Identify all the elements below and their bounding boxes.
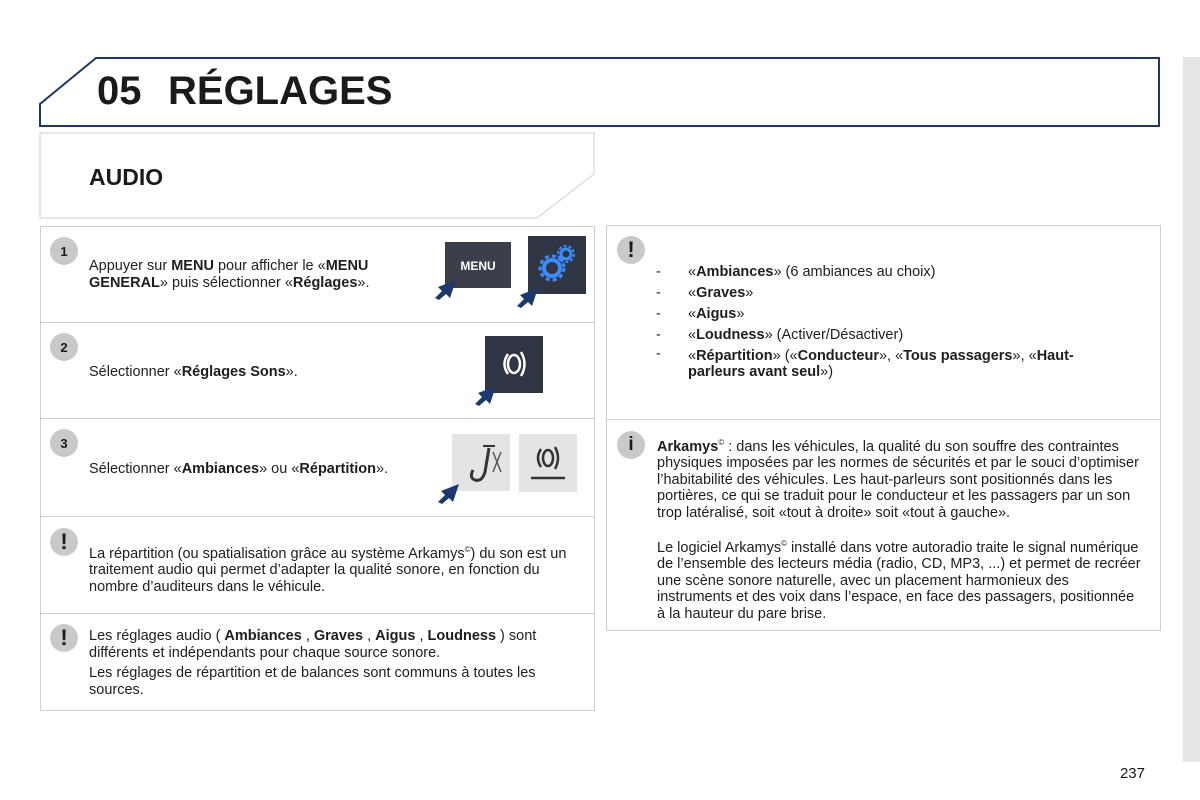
info-text-1: Arkamys© : dans les véhicules, la qualité du son souffre des contraintes physiques imposées par les normes de sécurités et par le souci d’optimiser l’habitabilité des véhicules. Les haut-parleurs sont positionnés dans les portières, ce qui se traduit pour le conducteur et les passagers par un son trop latéralisé, soit «tout à droite» soit «tout à gauche».: [657, 438, 1139, 521]
list-item: - «Aigus»: [656, 306, 745, 322]
info-text-2: Le logiciel Arkamys© installé dans votre autoradio traite le signal numérique de l’ensemble des lecteurs média (radio, CD, MP3, ...) et permet de recréer une scène sonore naturelle, avec un placement harmonieux des instruments et des voix dans l’espace, en face des passagers, positionnée à la hauteur du pare brise.: [657, 539, 1141, 622]
list-item: - «Loudness» (Activer/Désactiver): [656, 327, 904, 343]
page-number: 237: [1119, 765, 1145, 782]
step-1-text: Appuyer sur MENU pour afficher le «MENU GENERAL» puis sélectionner «Réglages».: [89, 258, 370, 291]
warning-icon: !: [50, 624, 78, 652]
warning-icon: !: [617, 236, 645, 264]
info-icon: i: [617, 431, 645, 459]
note-2-text: Les réglages audio ( Ambiances , Graves , Aigus , Loudness ) sont différents et indépendants pour chaque source sonore.: [89, 628, 537, 661]
step-2-text: Sélectionner «Réglages Sons».: [89, 364, 298, 380]
warning-icon: !: [50, 528, 78, 556]
repartition-speaker-icon: [519, 434, 577, 492]
list-item: - «Graves»: [656, 285, 754, 301]
side-strip: [1183, 57, 1200, 762]
menu-icon-label: MENU: [460, 259, 496, 273]
note-1-text: La répartition (ou spatialisation grâce au système Arkamys©) du son est un traitement audio qui permet d’adapter la qualité sonore, en fonction du nombre d’auditeurs dans le véhicule.: [89, 545, 567, 595]
chapter-number: 05: [97, 69, 142, 113]
list-item: - «Répartition» («Conducteur», «Tous passagers», «Haut-parleurs avant seul»): [656, 346, 1074, 380]
menu-button-icon: [434, 242, 512, 300]
step-number-badge: 2: [50, 333, 78, 361]
section-title-frame: [0, 0, 600, 225]
step-number-badge: 1: [50, 237, 78, 265]
audio-options-list: [656, 262, 1126, 380]
ambiance-saxophone-icon: [437, 434, 512, 504]
step-number-badge: 3: [50, 429, 78, 457]
note-2-text-2: Les réglages de répartition et de balances sont communs à toutes les sources.: [89, 665, 536, 698]
speaker-sound-icon: [474, 336, 546, 406]
step-3-text: Sélectionner «Ambiances» ou «Répartition».: [89, 461, 389, 477]
settings-gears-icon: [516, 236, 588, 308]
chapter-title: RÉGLAGES: [168, 69, 393, 113]
list-item: - «Ambiances» (6 ambiances au choix): [656, 264, 936, 280]
section-title: AUDIO: [89, 164, 164, 190]
